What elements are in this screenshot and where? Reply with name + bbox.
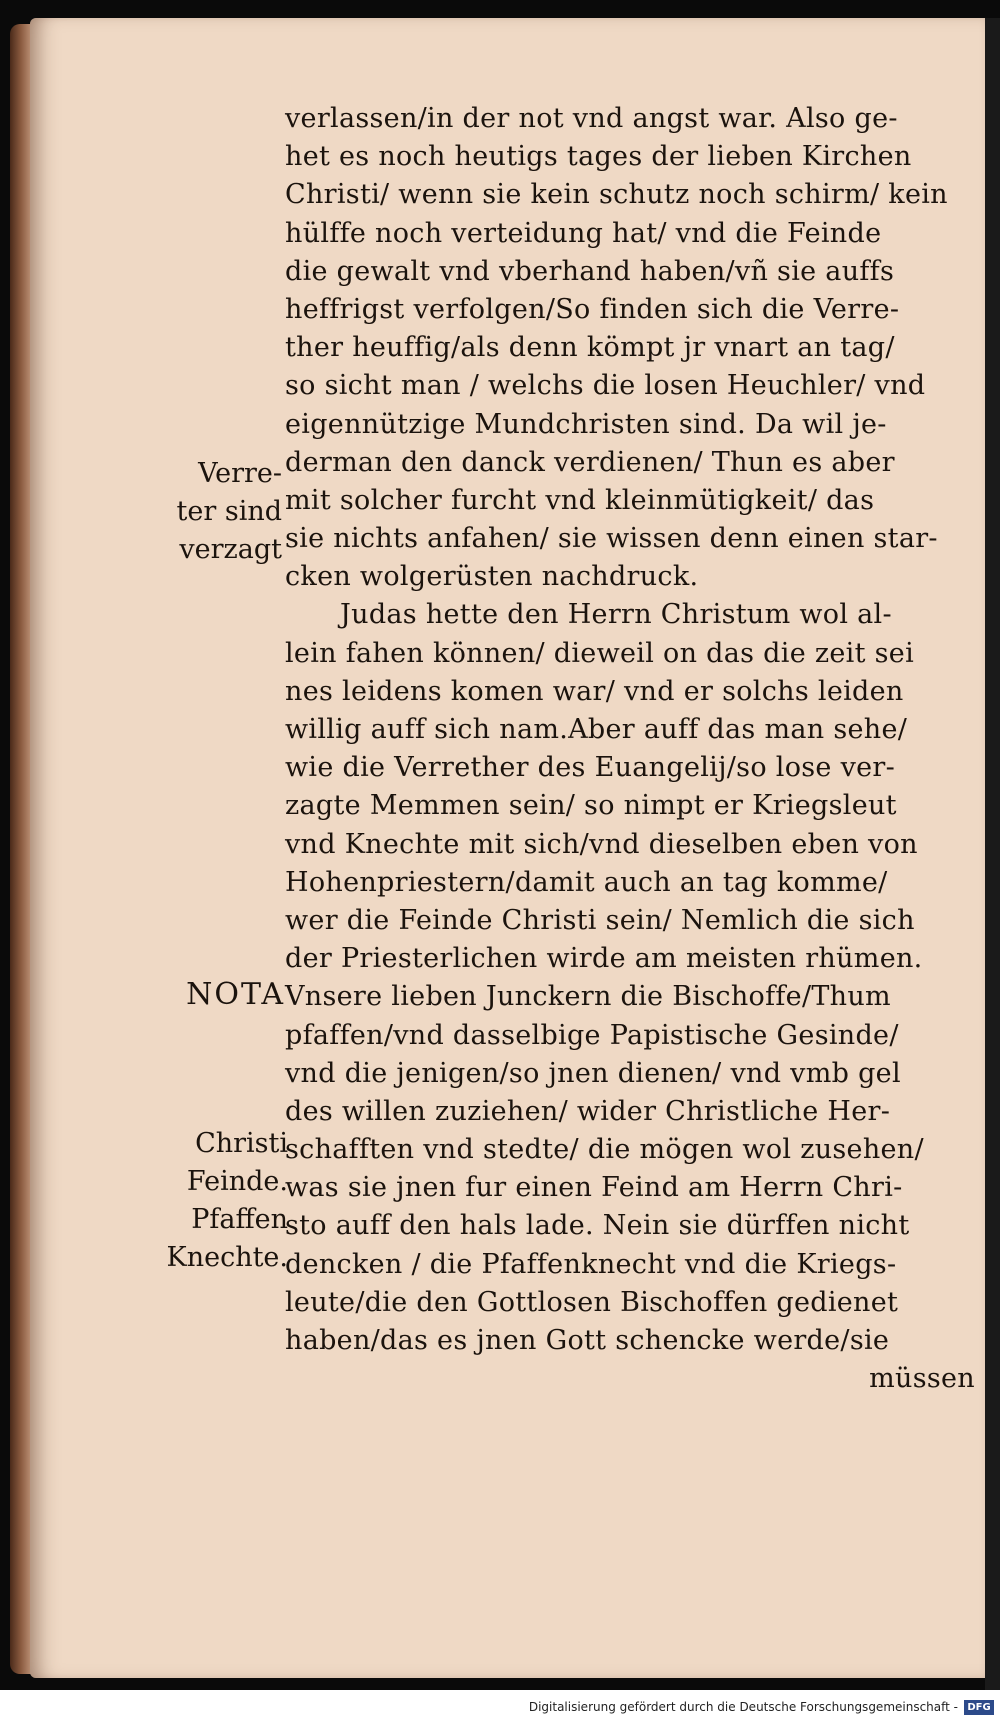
- text-line: mit solcher furcht vnd kleinmütigkeit/ das: [285, 484, 875, 516]
- dfg-logo: DFG: [964, 1700, 994, 1715]
- margin-note-christi-feinde: [150, 1125, 288, 1277]
- text-line: eigennützige Mundchristen sind. Da wil je-: [285, 408, 887, 440]
- main-text-block: [285, 100, 975, 1398]
- text-line: des willen zuziehen/ wider Christliche Her-: [285, 1095, 891, 1127]
- margin-note-line: ter sind: [176, 496, 282, 527]
- text-line: vnd die jenigen/so jnen dienen/ vnd vmb gel: [285, 1057, 901, 1089]
- text-line: lein fahen können/ dieweil on das die zeit sei: [285, 637, 914, 669]
- text-line: zagte Memmen sein/ so nimpt er Kriegsleut: [285, 790, 897, 822]
- text-line: wer die Feinde Christi sein/ Nemlich die sich: [285, 904, 915, 936]
- text-line: derman den danck verdienen/ Thun es aber: [285, 446, 895, 478]
- text-line: schafften vnd stedte/ die mögen wol zusehen/: [285, 1134, 924, 1166]
- margin-note-line: Verre-: [198, 458, 282, 489]
- text-line: sie nichts anfahen/ sie wissen denn einen star-: [285, 523, 938, 555]
- text-line: heffrigst verfolgen/So finden sich die Verre-: [285, 293, 900, 325]
- text-line: Hohenpriestern/damit auch an tag komme/: [285, 866, 888, 898]
- text-line: het es noch heutigs tages der lieben Kirchen: [285, 141, 912, 173]
- text-line: sto auff den hals lade. Nein sie dürffen nicht: [285, 1210, 910, 1242]
- text-line: vnd Knechte mit sich/vnd dieselben eben von: [285, 828, 918, 860]
- margin-note-verrether: [150, 455, 282, 569]
- catchword: müssen: [869, 1363, 975, 1395]
- text-line: was sie jnen fur einen Feind am Herrn Chri-: [285, 1172, 903, 1204]
- digitization-footer: [0, 1696, 1000, 1727]
- footer-credit: Digitalisierung gefördert durch die Deutsche Forschungsgemeinschaft -: [528, 1700, 958, 1714]
- margin-note-line: Christi: [195, 1128, 288, 1159]
- text-line: willig auff sich nam.Aber auff das man sehe/: [285, 714, 908, 745]
- margin-note-line: Feinde.: [186, 1166, 288, 1197]
- text-line: ther heuffig/als denn kömpt jr vnart an tag/: [285, 332, 895, 364]
- text-line: Vnsere lieben Junckern die Bischoffe/Thum: [285, 981, 891, 1013]
- scan-gutter: [985, 18, 1000, 1690]
- text-line: die gewalt vnd vberhand haben/vñ sie auffs: [285, 255, 895, 287]
- text-line: leute/die den Gottlosen Bischoffen gedienet: [285, 1286, 899, 1318]
- text-line: dencken / die Pfaffenknecht vnd die Kriegs-: [285, 1248, 897, 1280]
- text-line-paragraph-start: Judas hette den Herrn Christum wol al-: [340, 599, 892, 631]
- text-line: haben/das es jnen Gott schencke werde/sie: [285, 1325, 890, 1356]
- text-line: hülffe noch verteidung hat/ vnd die Feinde: [285, 217, 882, 249]
- margin-note-line: NOTA: [186, 977, 285, 1012]
- text-line: so sicht man / welchs die losen Heuchler/ vnd: [285, 370, 926, 402]
- text-line: Christi/ wenn sie kein schutz noch schirm/ kein: [285, 179, 948, 211]
- text-line: pfaffen/vnd dasselbige Papistische Gesinde/: [285, 1019, 899, 1051]
- text-line: der Priesterlichen wirde am meisten rhümen.: [285, 943, 923, 975]
- margin-note-nota: [160, 976, 285, 1014]
- text-line: nes leidens komen war/ vnd er solchs leiden: [285, 675, 904, 707]
- text-line: cken wolgerüsten nachdruck.: [285, 561, 699, 593]
- margin-note-line: Knechte.: [166, 1242, 288, 1273]
- text-line: verlassen/in der not vnd angst war. Also ge-: [285, 103, 898, 134]
- margin-note-line: Pfaffen: [191, 1204, 288, 1235]
- text-line: wie die Verrether des Euangelij/so lose ver-: [285, 752, 896, 784]
- margin-note-line: verzagt: [179, 534, 282, 565]
